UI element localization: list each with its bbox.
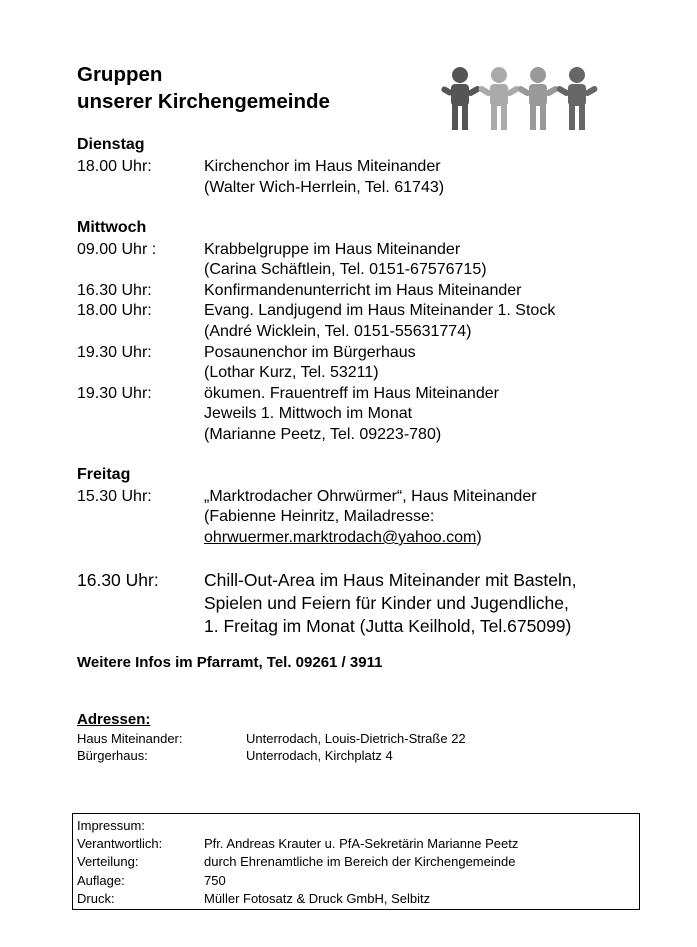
title-line-1: Gruppen [77, 63, 163, 86]
title-line-2: unserer Kirchengemeinde [77, 90, 330, 113]
impressum-key: Verantwortlich: [77, 836, 163, 851]
email-line [204, 528, 482, 549]
impressum-key: Verteilung: [77, 854, 139, 869]
entry-line: Jeweils 1. Mittwoch im Monat [204, 405, 413, 422]
entry-line: Konfirmandenunterricht im Haus Miteinander [204, 282, 522, 299]
day-heading-dienstag: Dienstag [77, 136, 145, 153]
entry-time: 15.30 Uhr: [77, 488, 152, 505]
entry-line: (Fabienne Heinritz, Mailadresse: [204, 508, 435, 525]
entry-time: 18.00 Uhr: [77, 302, 152, 319]
entry-line: Kirchenchor im Haus Miteinander [204, 158, 441, 175]
day-heading-mittwoch: Mittwoch [77, 219, 147, 236]
address-key: Bürgerhaus: [77, 748, 148, 763]
entry-line: Posaunenchor im Bürgerhaus [204, 344, 416, 361]
entry-line: Chill-Out-Area im Haus Miteinander mit Basteln, [204, 570, 577, 590]
address-value: Unterrodach, Louis-Dietrich-Straße 22 [246, 731, 466, 746]
entry-line: Krabbelgruppe im Haus Miteinander [204, 241, 461, 258]
day-heading-freitag: Freitag [77, 466, 131, 483]
impressum-heading: Impressum: [77, 818, 145, 833]
impressum-key: Auflage: [77, 873, 125, 888]
entry-line: Evang. Landjugend im Haus Miteinander 1. Stock [204, 302, 556, 319]
entry-time: 18.00 Uhr: [77, 158, 152, 175]
entry-line: Spielen und Feiern für Kinder und Jugendliche, [204, 593, 569, 613]
people-chain-icon [440, 66, 600, 137]
impressum-value: 750 [204, 873, 226, 888]
impressum-value: Pfr. Andreas Krauter u. PfA-Sekretärin Marianne Peetz [204, 836, 519, 851]
impressum-key: Druck: [77, 891, 115, 906]
page-title [77, 61, 330, 115]
entry-time: 16.30 Uhr: [77, 282, 152, 299]
address-key: Haus Miteinander: [77, 731, 183, 746]
entry-line: (Carina Schäftlein, Tel. 0151-67576715) [204, 261, 487, 278]
entry-line: ökumen. Frauentreff im Haus Miteinander [204, 385, 499, 402]
entry-line: (Lothar Kurz, Tel. 53211) [204, 364, 379, 381]
entry-line: (André Wicklein, Tel. 0151-55631774) [204, 323, 472, 340]
further-info: Weitere Infos im Pfarramt, Tel. 09261 / 3911 [77, 654, 383, 671]
entry-line: (Marianne Peetz, Tel. 09223-780) [204, 426, 442, 443]
impressum-value: durch Ehrenamtliche im Bereich der Kirchengemeinde [204, 854, 516, 869]
addresses-heading: Adressen: [77, 711, 151, 728]
impressum-value: Müller Fotosatz & Druck GmbH, Selbitz [204, 891, 431, 906]
entry-line: (Walter Wich-Herrlein, Tel. 61743) [204, 179, 445, 196]
impressum-box [72, 813, 640, 910]
entry-line: 1. Freitag im Monat (Jutta Keilhold, Tel.675099) [204, 616, 572, 636]
entry-time: 16.30 Uhr: [77, 570, 159, 590]
email-suffix: ) [476, 529, 482, 546]
entry-time: 09.00 Uhr : [77, 241, 157, 258]
email-link[interactable]: ohrwuermer.marktrodach@yahoo.com [204, 529, 477, 546]
entry-time: 19.30 Uhr: [77, 385, 152, 402]
entry-line: „Marktrodacher Ohrwürmer“, Haus Miteinander [204, 488, 537, 505]
address-value: Unterrodach, Kirchplatz 4 [246, 748, 393, 763]
entry-time: 19.30 Uhr: [77, 344, 152, 361]
